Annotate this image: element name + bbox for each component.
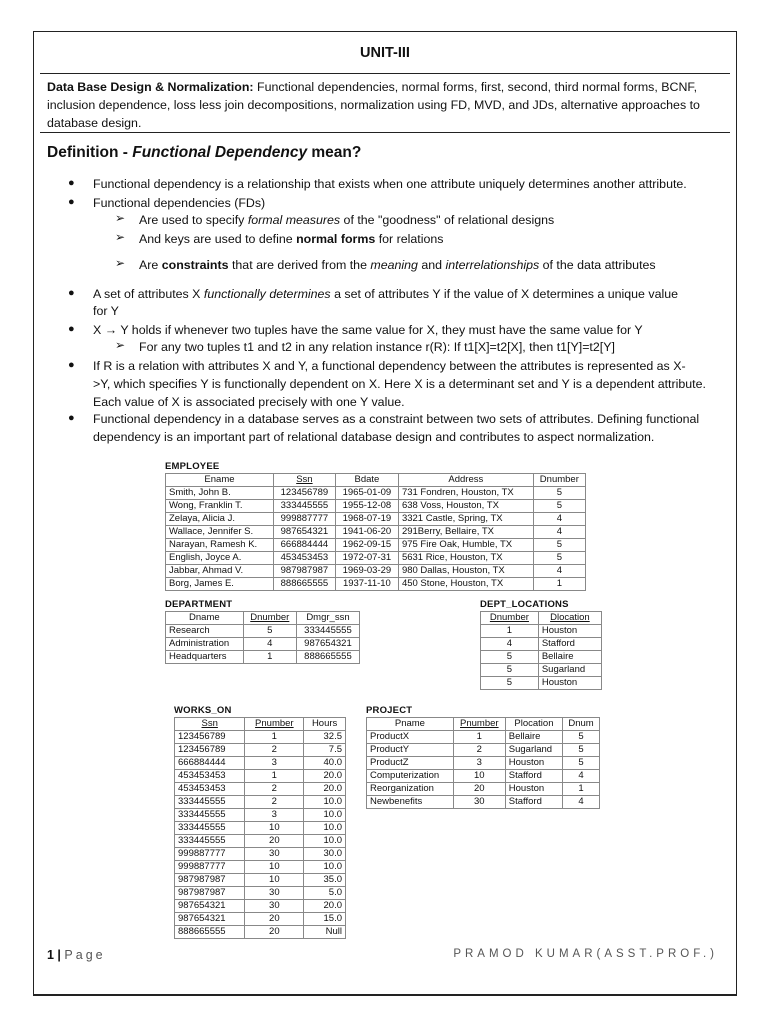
page-footer-author: PRAMOD KUMAR(ASST.PROF.): [453, 948, 718, 960]
syllabus-heading: Data Base Design & Normalization:: [47, 80, 254, 94]
employee-caption: EMPLOYEE: [165, 461, 220, 472]
table-cell: 10.0: [304, 835, 346, 848]
department-table: [165, 611, 360, 664]
page-number: 1: [47, 948, 54, 962]
table-cell: 987654321: [175, 913, 245, 926]
table-cell: Houston: [538, 677, 601, 690]
table-cell: 3: [245, 757, 304, 770]
table-cell: 20.0: [304, 770, 346, 783]
bullet-icon: ●: [68, 287, 75, 299]
column-header: Pname: [367, 718, 454, 731]
table-cell: 888665555: [273, 578, 335, 591]
table-cell: 10.0: [304, 796, 346, 809]
table-row: [481, 664, 602, 677]
table-row: [481, 625, 602, 638]
bullet-icon: ●: [68, 359, 75, 371]
table-cell: 5: [481, 677, 539, 690]
table-cell: 5: [243, 625, 296, 638]
table-cell: 453453453: [273, 552, 335, 565]
table-row: [166, 500, 586, 513]
table-cell: 4: [563, 796, 600, 809]
table-row: [175, 900, 346, 913]
table-cell: 30: [453, 796, 505, 809]
bullet-3-text: A set of attributes X functionally determines a set of attributes Y if the value of X determines a unique value: [93, 287, 679, 301]
bullet-4-sub: For any two tuples t1 and t2 in any relation instance r(R): If t1[X]=t2[X], then t1[Y]=t2[Y]: [139, 340, 615, 354]
table-cell: 35.0: [304, 874, 346, 887]
table-row: [166, 578, 586, 591]
table-row: [175, 861, 346, 874]
table-row: [481, 677, 602, 690]
column-header: Hours: [304, 718, 346, 731]
table-cell: Stafford: [538, 638, 601, 651]
table-cell: ProductZ: [367, 757, 454, 770]
bullet-5-line-2: >Y, which specifies Y is functionally dependent on X. Here X is a determinant set and Y is a dependent attribute.: [93, 377, 706, 391]
table-cell: 3: [453, 757, 505, 770]
table-row: [175, 757, 346, 770]
table-cell: 10: [245, 822, 304, 835]
table-cell: 333445555: [273, 500, 335, 513]
table-cell: 20: [453, 783, 505, 796]
divider-syllabus: [40, 132, 730, 133]
table-cell: Sugarland: [505, 744, 562, 757]
table-row: [175, 926, 346, 939]
table-cell: 3: [245, 809, 304, 822]
table-cell: 975 Fire Oak, Humble, TX: [398, 539, 533, 552]
column-header: Dnumber: [243, 612, 296, 625]
table-row: [175, 770, 346, 783]
table-cell: 5.0: [304, 887, 346, 900]
table-cell: Wong, Franklin T.: [166, 500, 274, 513]
table-row: [166, 625, 360, 638]
sub-bullet-1: Are used to specify formal measures of the "goodness" of relational designs: [139, 213, 555, 227]
column-header: Dnumber: [533, 474, 585, 487]
table-row: [175, 874, 346, 887]
table-cell: 1955-12-08: [335, 500, 398, 513]
table-cell: 1: [243, 651, 296, 664]
table-cell: 987654321: [296, 638, 359, 651]
column-header: Ename: [166, 474, 274, 487]
table-row: [481, 638, 602, 651]
table-cell: 15.0: [304, 913, 346, 926]
page-footer-left: 1 | Page: [47, 948, 106, 962]
table-row: [166, 638, 360, 651]
table-cell: 4: [563, 770, 600, 783]
syllabus: [47, 78, 727, 133]
table-cell: 1972-07-31: [335, 552, 398, 565]
table-cell: 291Berry, Bellaire, TX: [398, 526, 533, 539]
table-cell: Headquarters: [166, 651, 244, 664]
unit-title: UNIT-III: [360, 45, 410, 61]
table-row: [367, 770, 600, 783]
table-cell: 5: [533, 500, 585, 513]
table-row: [175, 835, 346, 848]
table-cell: 1: [453, 731, 505, 744]
table-cell: 4: [533, 526, 585, 539]
page-label: Page: [64, 948, 106, 962]
table-cell: 123456789: [175, 744, 245, 757]
table-cell: 1: [245, 731, 304, 744]
table-cell: Research: [166, 625, 244, 638]
table-cell: Stafford: [505, 796, 562, 809]
bullet-icon: ●: [68, 177, 75, 189]
column-header: Dmgr_ssn: [296, 612, 359, 625]
arrow-bullet-icon: ➢: [115, 211, 126, 225]
syllabus-text: Functional dependencies, normal forms, first, second, third normal forms, BCNF, inclusion dependence, loss less join decompositions, normalization using FD, MVD, and JDs, alternative approaches to database design.: [47, 80, 700, 131]
table-cell: 40.0: [304, 757, 346, 770]
table-cell: 4: [481, 638, 539, 651]
table-cell: Houston: [505, 783, 562, 796]
bullet-5-line-1: If R is a relation with attributes X and Y, a functional dependency between the attributes is represented as X-: [93, 359, 686, 373]
table-cell: 1: [563, 783, 600, 796]
table-row: [367, 731, 600, 744]
table-cell: 20: [245, 913, 304, 926]
table-cell: 987654321: [175, 900, 245, 913]
table-cell: 1: [481, 625, 539, 638]
column-header: Plocation: [505, 718, 562, 731]
table-cell: 987654321: [273, 526, 335, 539]
table-cell: Houston: [538, 625, 601, 638]
table-cell: 4: [243, 638, 296, 651]
table-cell: Bellaire: [538, 651, 601, 664]
table-cell: 20.0: [304, 900, 346, 913]
table-cell: 453453453: [175, 783, 245, 796]
column-header: Ssn: [175, 718, 245, 731]
table-cell: ProductY: [367, 744, 454, 757]
table-cell: Houston: [505, 757, 562, 770]
department-caption: DEPARTMENT: [165, 599, 233, 610]
table-row: [175, 913, 346, 926]
column-header: Address: [398, 474, 533, 487]
table-cell: 32.5: [304, 731, 346, 744]
project-caption: PROJECT: [366, 705, 413, 716]
divider-top: [40, 73, 730, 74]
table-cell: 980 Dallas, Houston, TX: [398, 565, 533, 578]
table-cell: 5: [481, 664, 539, 677]
table-cell: 1969-03-29: [335, 565, 398, 578]
page-bottom-rule: [33, 995, 737, 996]
arrow-bullet-icon: ➢: [115, 338, 126, 352]
employee-table: [165, 473, 586, 591]
table-cell: 2: [245, 744, 304, 757]
table-cell: Narayan, Ramesh K.: [166, 539, 274, 552]
table-row: [166, 552, 586, 565]
table-row: [367, 796, 600, 809]
column-header: Dlocation: [538, 612, 601, 625]
column-header: Dnum: [563, 718, 600, 731]
column-header: Ssn: [273, 474, 335, 487]
bullet-5-line-3: Each value of X is associated precisely with one Y value.: [93, 395, 405, 409]
table-cell: Reorganization: [367, 783, 454, 796]
table-cell: 731 Fondren, Houston, TX: [398, 487, 533, 500]
table-cell: 30: [245, 848, 304, 861]
table-cell: 666884444: [273, 539, 335, 552]
table-cell: 3321 Castle, Spring, TX: [398, 513, 533, 526]
sub-bullet-2: And keys are used to define normal forms for relations: [139, 232, 444, 246]
table-cell: 450 Stone, Houston, TX: [398, 578, 533, 591]
dept-locations-caption: DEPT_LOCATIONS: [480, 599, 569, 610]
table-cell: 666884444: [175, 757, 245, 770]
table-cell: 999887777: [175, 848, 245, 861]
definition-heading: Definition - Functional Dependency mean?: [47, 144, 362, 161]
bullet-6-line-1: Functional dependency in a database serves as a constraint between two sets of attributes. Defining functional: [93, 412, 700, 426]
table-cell: 20: [245, 926, 304, 939]
table-cell: 999887777: [175, 861, 245, 874]
table-cell: Borg, James E.: [166, 578, 274, 591]
table-cell: Newbenefits: [367, 796, 454, 809]
table-cell: 1937-11-10: [335, 578, 398, 591]
table-row: [166, 651, 360, 664]
table-cell: 888665555: [175, 926, 245, 939]
table-cell: 5: [563, 744, 600, 757]
dept-locations-table: [480, 611, 602, 690]
bullet-1-text: Functional dependency is a relationship that exists when one attribute uniquely determines another attribute.: [93, 177, 687, 191]
table-cell: 10.0: [304, 822, 346, 835]
table-cell: Computerization: [367, 770, 454, 783]
table-row: [175, 848, 346, 861]
table-row: [175, 809, 346, 822]
table-row: [175, 744, 346, 757]
table-row: [175, 796, 346, 809]
works-on-table: [174, 717, 346, 939]
table-cell: 10: [453, 770, 505, 783]
table-cell: 333445555: [175, 822, 245, 835]
arrow-bullet-icon: ➢: [115, 230, 126, 244]
table-cell: 1941-06-20: [335, 526, 398, 539]
table-cell: ProductX: [367, 731, 454, 744]
table-cell: 123456789: [175, 731, 245, 744]
bullet-4-text: X → Y holds if whenever two tuples have the same value for X, they must have the same value for Y: [93, 323, 643, 337]
table-cell: 333445555: [296, 625, 359, 638]
table-cell: 2: [245, 783, 304, 796]
table-cell: 888665555: [296, 651, 359, 664]
table-cell: Null: [304, 926, 346, 939]
table-cell: 30.0: [304, 848, 346, 861]
table-row: [367, 783, 600, 796]
table-cell: 20.0: [304, 783, 346, 796]
bullet-6-line-2: dependency is an important part of relational database design and contributes to aspect normalization.: [93, 430, 655, 444]
table-cell: 7.5: [304, 744, 346, 757]
table-cell: 987987987: [175, 887, 245, 900]
table-row: [175, 731, 346, 744]
table-cell: 987987987: [175, 874, 245, 887]
table-cell: Stafford: [505, 770, 562, 783]
table-cell: Administration: [166, 638, 244, 651]
table-cell: 5: [481, 651, 539, 664]
table-cell: 30: [245, 887, 304, 900]
column-header: Dname: [166, 612, 244, 625]
table-cell: Bellaire: [505, 731, 562, 744]
bullet-icon: ●: [68, 412, 75, 424]
table-cell: 1: [245, 770, 304, 783]
table-cell: 20: [245, 835, 304, 848]
table-cell: 453453453: [175, 770, 245, 783]
table-row: [166, 565, 586, 578]
table-cell: Smith, John B.: [166, 487, 274, 500]
table-cell: 5: [533, 552, 585, 565]
table-cell: 2: [245, 796, 304, 809]
table-cell: Sugarland: [538, 664, 601, 677]
column-header: Pnumber: [245, 718, 304, 731]
table-cell: 4: [533, 565, 585, 578]
table-cell: 5: [533, 539, 585, 552]
table-cell: Jabbar, Ahmad V.: [166, 565, 274, 578]
bullet-2-text: Functional dependencies (FDs): [93, 196, 266, 210]
table-row: [166, 487, 586, 500]
table-cell: English, Joyce A.: [166, 552, 274, 565]
table-row: [175, 783, 346, 796]
table-cell: Zelaya, Alicia J.: [166, 513, 274, 526]
project-table: [366, 717, 600, 809]
table-cell: 10.0: [304, 809, 346, 822]
table-row: [166, 513, 586, 526]
table-cell: 333445555: [175, 809, 245, 822]
table-cell: 5631 Rice, Houston, TX: [398, 552, 533, 565]
bullet-icon: ●: [68, 323, 75, 335]
sub-bullet-3: Are constraints that are derived from the meaning and interrelationships of the data attributes: [139, 258, 656, 272]
works-on-caption: WORKS_ON: [174, 705, 232, 716]
column-header: Bdate: [335, 474, 398, 487]
table-cell: 1968-07-19: [335, 513, 398, 526]
table-cell: 5: [563, 731, 600, 744]
column-header: Pnumber: [453, 718, 505, 731]
table-cell: 4: [533, 513, 585, 526]
table-row: [481, 651, 602, 664]
table-cell: 638 Voss, Houston, TX: [398, 500, 533, 513]
table-cell: 999887777: [273, 513, 335, 526]
table-cell: 1965-01-09: [335, 487, 398, 500]
table-row: [175, 822, 346, 835]
table-row: [175, 887, 346, 900]
table-cell: 10: [245, 874, 304, 887]
table-row: [166, 526, 586, 539]
table-row: [367, 757, 600, 770]
bullet-icon: ●: [68, 196, 75, 208]
table-cell: 1: [533, 578, 585, 591]
table-cell: 333445555: [175, 796, 245, 809]
table-cell: 10.0: [304, 861, 346, 874]
table-cell: 5: [563, 757, 600, 770]
table-cell: 2: [453, 744, 505, 757]
table-cell: 10: [245, 861, 304, 874]
arrow-bullet-icon: ➢: [115, 256, 126, 270]
table-cell: 5: [533, 487, 585, 500]
table-row: [166, 539, 586, 552]
bullet-3-text-cont: for Y: [93, 304, 119, 318]
table-cell: 1962-09-15: [335, 539, 398, 552]
column-header: Dnumber: [481, 612, 539, 625]
table-row: [367, 744, 600, 757]
table-cell: Wallace, Jennifer S.: [166, 526, 274, 539]
table-cell: 123456789: [273, 487, 335, 500]
table-cell: 987987987: [273, 565, 335, 578]
table-cell: 333445555: [175, 835, 245, 848]
table-cell: 30: [245, 900, 304, 913]
